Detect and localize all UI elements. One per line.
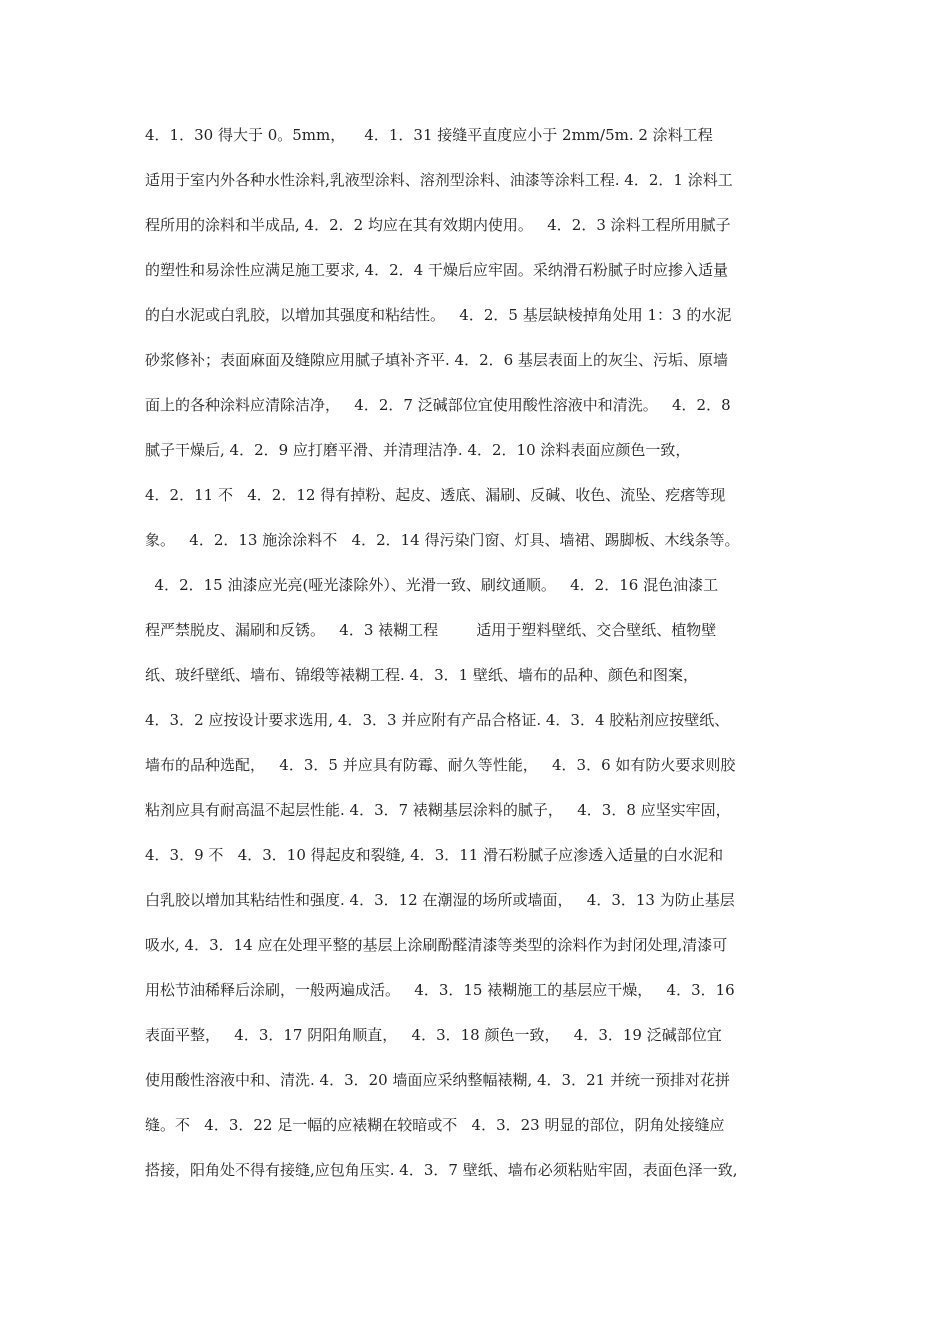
text-line: 缝。不 4．3．22 足一幅的应裱糊在较暗或不 4．3．23 明显的部位，阴角处接缝应	[145, 1116, 725, 1134]
text-line: 程所用的涂料和半成品, 4．2．2 均应在其有效期内使用。 4．2．3 涂料工程所用腻子	[145, 216, 731, 234]
text-line: 4．2．11 不 4．2．12 得有掉粉、起皮、透底、漏刷、反碱、收色、流坠、疙瘩等现	[145, 486, 726, 504]
text-line: 腻子干燥后, 4．2．9 应打磨平滑、并清理洁净. 4．2．10 涂料表面应颜色一致，	[145, 441, 691, 459]
text-line: 粘剂应具有耐高温不起层性能. 4．3．7 裱糊基层涂料的腻子， 4．3．8 应坚实牢固，	[145, 801, 731, 819]
text-line: 用松节油稀释后涂刷，一般两遍成活。 4．3．15 裱糊施工的基层应干燥， 4．3．16	[145, 981, 735, 999]
text-line: 纸、玻纤壁纸、墙布、锦缎等裱糊工程. 4．3．1 壁纸、墙布的品种、颜色和图案，	[145, 666, 698, 684]
text-line: 程严禁脱皮、漏刷和反锈。 4．3 裱糊工程 适用于塑料壁纸、交合壁纸、植物壁	[145, 621, 717, 639]
text-line: 白乳胶以增加其粘结性和强度. 4．3．12 在潮湿的场所或墙面， 4．3．13 为防止基层	[145, 891, 735, 909]
text-line: 4．3．2 应按设计要求选用, 4．3．3 并应附有产品合格证. 4．3．4 胶粘剂应按壁纸、	[145, 711, 730, 729]
text-line: 使用酸性溶液中和、清洗. 4．3．20 墙面应采纳整幅裱糊, 4．3．21 并统一预排对花拼	[145, 1071, 730, 1089]
text-line: 砂浆修补；表面麻面及缝隙应用腻子填补齐平. 4．2．6 基层表面上的灰尘、污垢、原墙	[145, 351, 728, 369]
text-line: 4．3．9 不 4．3．10 得起皮和裂缝, 4．3．11 滑石粉腻子应渗透入适量的白水泥和	[145, 846, 724, 864]
text-line: 象。 4．2．13 施涂涂料不 4．2．14 得污染门窗、灯具、墙裙、踢脚板、木线条等。	[145, 531, 740, 549]
text-line: 的塑性和易涂性应满足施工要求, 4．2．4 干燥后应牢固。采纳滑石粉腻子时应掺入适量	[145, 261, 728, 279]
text-line: 搭接，阳角处不得有接缝,应包角压实. 4．3．7 壁纸、墙布必须粘贴牢固，表面色泽一致,	[145, 1161, 738, 1179]
text-line: 4．2．15 油漆应光亮(哑光漆除外）、光滑一致、刷纹通顺。 4．2．16 混色油漆工	[145, 576, 719, 594]
text-line: 墙布的品种选配， 4．3．5 并应具有防霉、耐久等性能， 4．3．6 如有防火要求则胶	[145, 756, 736, 774]
text-line: 4．1．30 得大于 0。5mm， 4．1．31 接缝平直度应小于 2mm/5m. 2 涂料工程	[145, 126, 713, 144]
text-line: 的白水泥或白乳胶，以增加其强度和粘结性。 4．2．5 基层缺棱掉角处用 1：3 的水泥	[145, 306, 732, 324]
text-line: 吸水, 4．3．14 应在处理平整的基层上涂刷酚醛清漆等类型的涂料作为封闭处理,清漆可	[145, 936, 728, 954]
text-line: 面上的各种涂料应清除洁净， 4．2．7 泛碱部位宜使用酸性溶液中和清洗。 4．2．8	[145, 396, 731, 414]
text-line: 表面平整， 4．3．17 阴阳角顺直， 4．3．18 颜色一致， 4．3．19 泛碱部位宜	[145, 1026, 722, 1044]
text-line: 适用于室内外各种水性涂料,乳液型涂料、溶剂型涂料、油漆等涂料工程. 4．2．1 涂料工	[145, 171, 733, 189]
